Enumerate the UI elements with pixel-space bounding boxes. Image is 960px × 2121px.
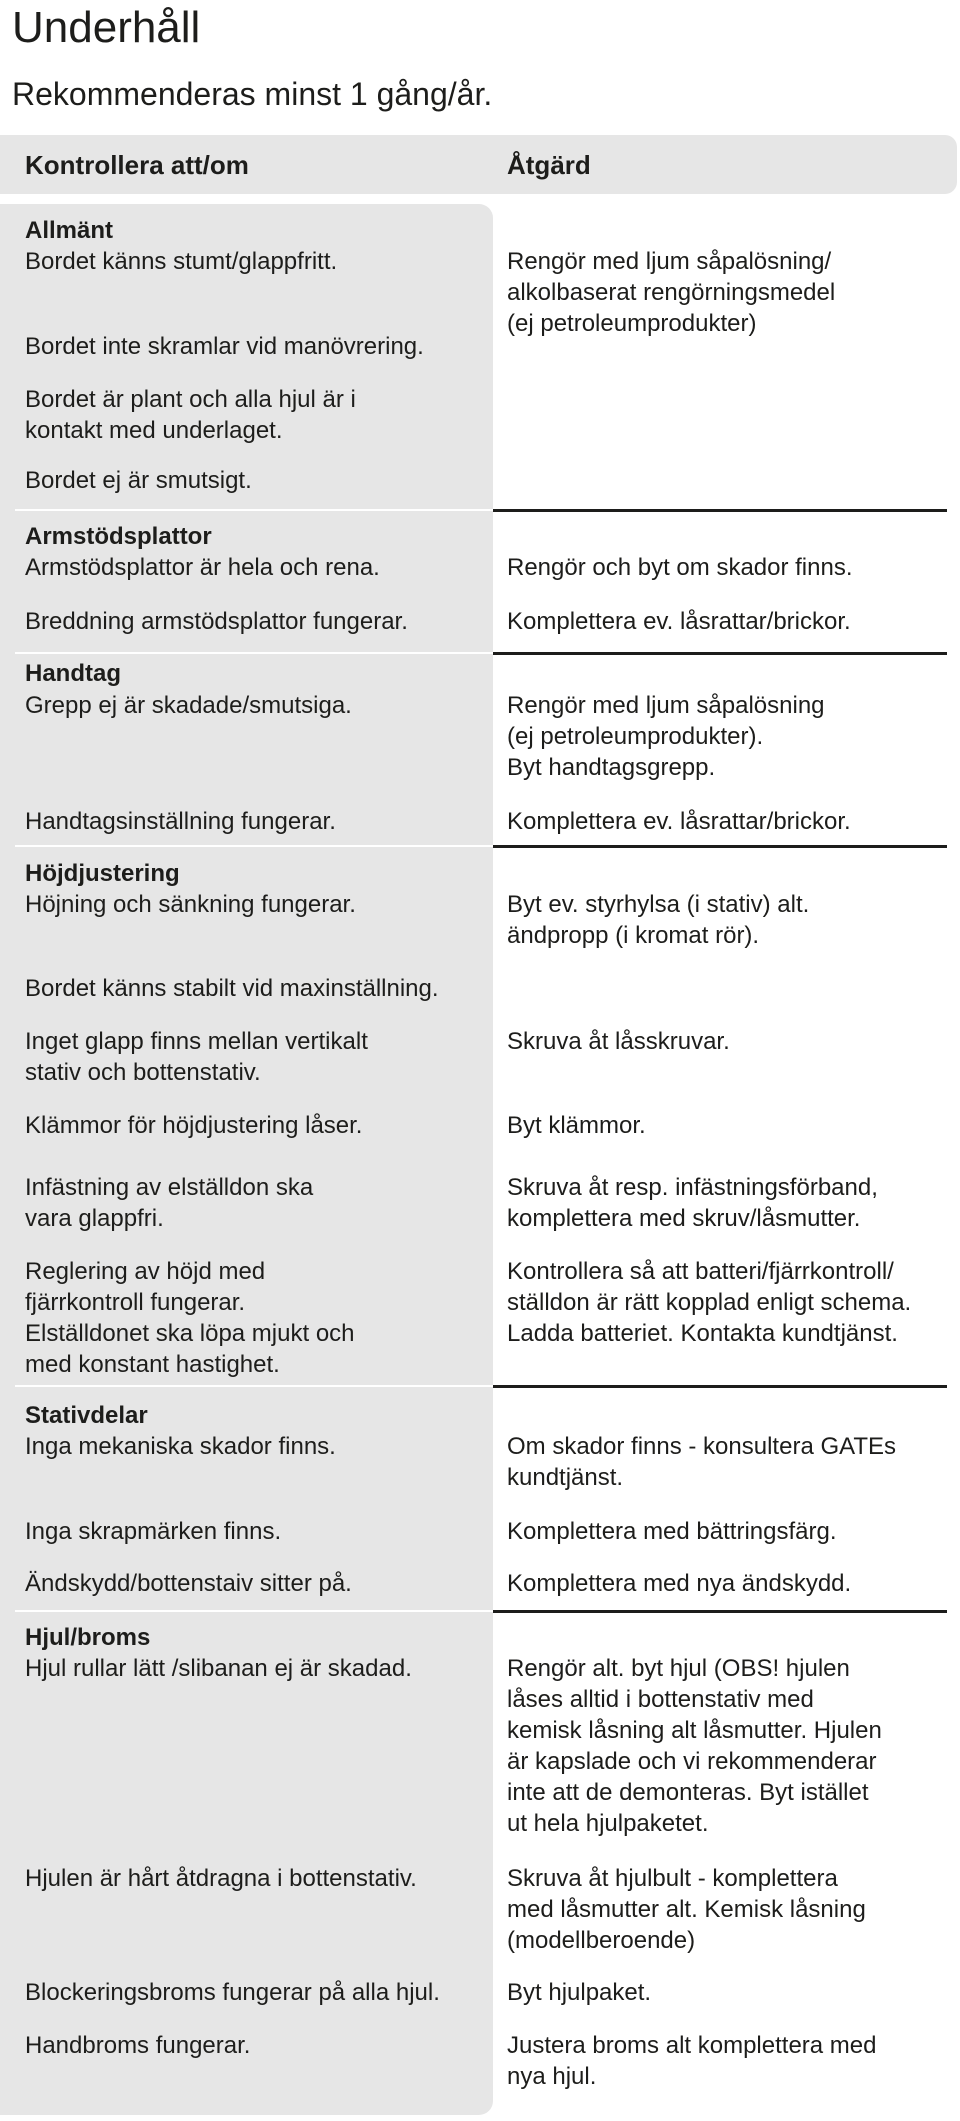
action-item: Rengör med ljum såpalösning/ alkolbaserat rengörningsmedel (ej petroleumprodukter) xyxy=(507,248,836,337)
action-item: Rengör med ljum såpalösning (ej petroleumprodukter). Byt handtagsgrepp. xyxy=(507,692,825,781)
check-item: Handbroms fungerar. xyxy=(25,2032,251,2059)
section-heading-handle: Handtag xyxy=(25,660,121,687)
check-item: Inga skrapmärken finns. xyxy=(25,1518,282,1545)
section-heading-wheels: Hjul/broms xyxy=(25,1624,151,1651)
section-divider xyxy=(15,509,493,511)
check-item: Ändskydd/bottenstaiv sitter på. xyxy=(25,1570,352,1597)
action-item: Justera broms alt komplettera med nya hjul. xyxy=(507,2032,877,2090)
action-item: Skruva åt låsskruvar. xyxy=(507,1028,730,1055)
check-item: Bordet är plant och alla hjul är i kontakt med underlaget. xyxy=(25,386,356,444)
check-item: Klämmor för höjdjustering låser. xyxy=(25,1112,363,1139)
check-item: Handtagsinställning fungerar. xyxy=(25,808,336,835)
action-item: Skruva åt hjulbult - komplettera med låsmutter alt. Kemisk låsning (modellberoende) xyxy=(507,1865,866,1954)
check-item: Bordet känns stumt/glappfritt. xyxy=(25,248,338,275)
section-divider xyxy=(15,652,493,654)
check-item: Höjning och sänkning fungerar. xyxy=(25,891,356,918)
section-heading-frame: Stativdelar xyxy=(25,1402,148,1429)
action-item: Komplettera med bättringsfärg. xyxy=(507,1518,837,1545)
section-divider xyxy=(493,1610,947,1613)
action-item: Skruva åt resp. infästningsförband, komplettera med skruv/låsmutter. xyxy=(507,1174,878,1232)
action-item: Byt klämmor. xyxy=(507,1112,646,1139)
section-divider xyxy=(15,1385,493,1387)
check-item: Inga mekaniska skador finns. xyxy=(25,1433,336,1460)
check-item: Breddning armstödsplattor fungerar. xyxy=(25,608,408,635)
page-title: Underhåll xyxy=(12,3,201,52)
check-item: Armstödsplattor är hela och rena. xyxy=(25,554,380,581)
check-item: Bordet ej är smutsigt. xyxy=(25,467,252,494)
action-item: Byt ev. styrhylsa (i stativ) alt. ändpropp (i kromat rör). xyxy=(507,891,810,949)
action-item: Om skador finns - konsultera GATEs kundtjänst. xyxy=(507,1433,897,1491)
column-header-check: Kontrollera att/om xyxy=(25,150,249,180)
section-heading-general: Allmänt xyxy=(25,217,114,244)
section-heading-armrest: Armstödsplattor xyxy=(25,523,212,550)
section-divider xyxy=(15,845,493,847)
check-item: Inget glapp finns mellan vertikalt stativ och bottenstativ. xyxy=(25,1028,368,1086)
check-item: Reglering av höjd med fjärrkontroll fungerar. Elställdonet ska löpa mjukt och med konstant hastighet. xyxy=(25,1258,355,1378)
check-item: Hjulen är hårt åtdragna i bottenstativ. xyxy=(25,1865,417,1892)
section-divider xyxy=(493,1385,947,1388)
action-item: Byt hjulpaket. xyxy=(507,1979,652,2006)
column-header-action: Åtgärd xyxy=(507,150,591,180)
check-item: Grepp ej är skadade/smutsiga. xyxy=(25,692,352,719)
check-item: Hjul rullar lätt /slibanan ej är skadad. xyxy=(25,1655,412,1682)
section-heading-height: Höjdjustering xyxy=(25,860,180,887)
action-item: Komplettera ev. låsrattar/brickor. xyxy=(507,808,851,835)
check-item: Bordet känns stabilt vid maxinställning. xyxy=(25,975,439,1002)
page-subtitle: Rekommenderas minst 1 gång/år. xyxy=(12,76,493,112)
action-item: Komplettera med nya ändskydd. xyxy=(507,1570,852,1597)
check-item: Bordet inte skramlar vid manövrering. xyxy=(25,333,424,360)
action-item: Kontrollera så att batteri/fjärrkontroll/ ställdon är rätt kopplad enligt schema. Ladda batteriet. Kontakta kundtjänst. xyxy=(507,1258,912,1347)
section-divider xyxy=(493,652,947,655)
action-item: Rengör alt. byt hjul (OBS! hjulen låses alltid i bottenstativ med kemisk låsning alt låsmutter. Hjulen är kapslade och vi rekommenderar inte att de demonteras. Byt istället ut hela hjulpaketet. xyxy=(507,1655,882,1837)
action-item: Komplettera ev. låsrattar/brickor. xyxy=(507,608,851,635)
action-item: Rengör och byt om skador finns. xyxy=(507,554,853,581)
section-divider xyxy=(493,509,947,512)
section-divider xyxy=(493,845,947,848)
section-divider xyxy=(15,1610,493,1612)
check-item: Blockeringsbroms fungerar på alla hjul. xyxy=(25,1979,440,2006)
check-item: Infästning av elställdon ska vara glappfri. xyxy=(25,1174,314,1232)
